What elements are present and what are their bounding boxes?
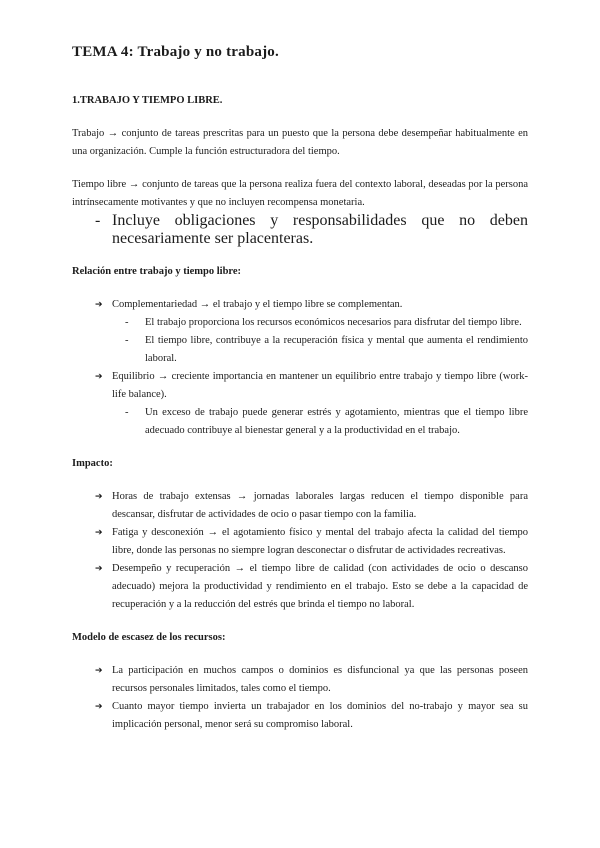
- list-item: [72, 296, 528, 314]
- section-heading-relacion: Relación entre trabajo y tiempo libre:: [72, 266, 242, 277]
- list-subitem: [72, 314, 528, 332]
- paragraph-tiempo-libre: Tiempo libre → conjunto de tareas que la persona realiza fuera del contexto laboral, deseadas por la persona intrínsecamente motivantes y que no incluyen recompensa monetaria.: [72, 179, 528, 208]
- modelo-list: [72, 662, 528, 734]
- list-item-text: Complementariedad → el trabajo y el tiempo libre se complementan.: [112, 299, 403, 310]
- arrow-bullet-icon: ➔: [95, 528, 103, 538]
- list-item: [72, 698, 528, 734]
- list-item: [72, 368, 528, 404]
- list-item-text: Fatiga y desconexión → el agotamiento físico y mental del trabajo afecta la calidad del tiempo libre, donde las personas no siempre logran desconectar o disfrutar de actividades recreativas.: [112, 527, 528, 556]
- arrow-bullet-icon: ➔: [95, 492, 103, 502]
- paragraph-tiempo-libre-block: [72, 176, 528, 248]
- list-item-text: El trabajo proporciona los recursos económicos necesarios para disfrutar del tiempo libre.: [145, 317, 522, 328]
- arrow-bullet-icon: ➔: [95, 372, 103, 382]
- arrow-bullet-icon: ➔: [95, 666, 103, 676]
- section-heading-modelo: Modelo de escasez de los recursos:: [72, 632, 226, 643]
- list-item: [72, 560, 528, 614]
- list-item-text: Desempeño y recuperación → el tiempo libre de calidad (con actividades de ocio o descanso adecuado) mejora la productividad y rendimiento en el trabajo. Esto se debe a la capacidad de recuperación y a la reducción del estrés que brinda el tiempo no laboral.: [112, 563, 528, 610]
- list-item-text: El tiempo libre, contribuye a la recuperación física y mental que aumenta el rendimiento laboral.: [145, 335, 528, 364]
- relacion-list: [72, 296, 528, 440]
- section-heading-trabajo-tiempo-libre: 1.TRABAJO Y TIEMPO LIBRE.: [72, 95, 223, 106]
- list-subitem: [72, 404, 528, 440]
- dash-bullet-icon: -: [125, 317, 129, 328]
- arrow-bullet-icon: ➔: [95, 702, 103, 712]
- list-item-text: Un exceso de trabajo puede generar estrés y agotamiento, mientras que el tiempo libre adecuado contribuye al bienestar general y a la productividad en el trabajo.: [145, 407, 528, 436]
- list-item: [72, 662, 528, 698]
- arrow-bullet-icon: ➔: [95, 564, 103, 574]
- paragraph-trabajo: Trabajo → conjunto de tareas prescritas para un puesto que la persona debe desempeñar habitualmente en una organización. Cumple la función estructuradora del tiempo.: [72, 128, 528, 157]
- document-title: TEMA 4: Trabajo y no trabajo.: [72, 44, 279, 60]
- list-item-text: Cuanto mayor tiempo invierta un trabajador en los dominios del no-trabajo y mayor sea su implicación personal, menor será su compromiso laboral.: [112, 701, 528, 730]
- dash-bullet-icon: -: [125, 335, 129, 346]
- list-item-text: Incluye obligaciones y responsabilidades que no deben necesariamente ser placenteras.: [112, 212, 528, 247]
- section-heading-impacto: Impacto:: [72, 458, 113, 469]
- list-item-text: Equilibrio → creciente importancia en mantener un equilibrio entre trabajo y tiempo libre (work-life balance).: [112, 371, 528, 400]
- impacto-list: [72, 488, 528, 614]
- dash-bullet-icon: -: [95, 212, 101, 229]
- list-item-text: La participación en muchos campos o dominios es disfuncional ya que las personas poseen recursos personales limitados, tales como el tiempo.: [112, 665, 528, 694]
- arrow-bullet-icon: ➔: [95, 300, 103, 310]
- list-subitem: [72, 332, 528, 368]
- list-item: [72, 524, 528, 560]
- list-item: [72, 488, 528, 524]
- dash-bullet-icon: -: [125, 407, 129, 418]
- list-item: [72, 212, 528, 248]
- list-item-text: Horas de trabajo extensas → jornadas laborales largas reducen el tiempo disponible para descansar, disfrutar de actividades de ocio o pasar tiempo con la familia.: [112, 491, 528, 520]
